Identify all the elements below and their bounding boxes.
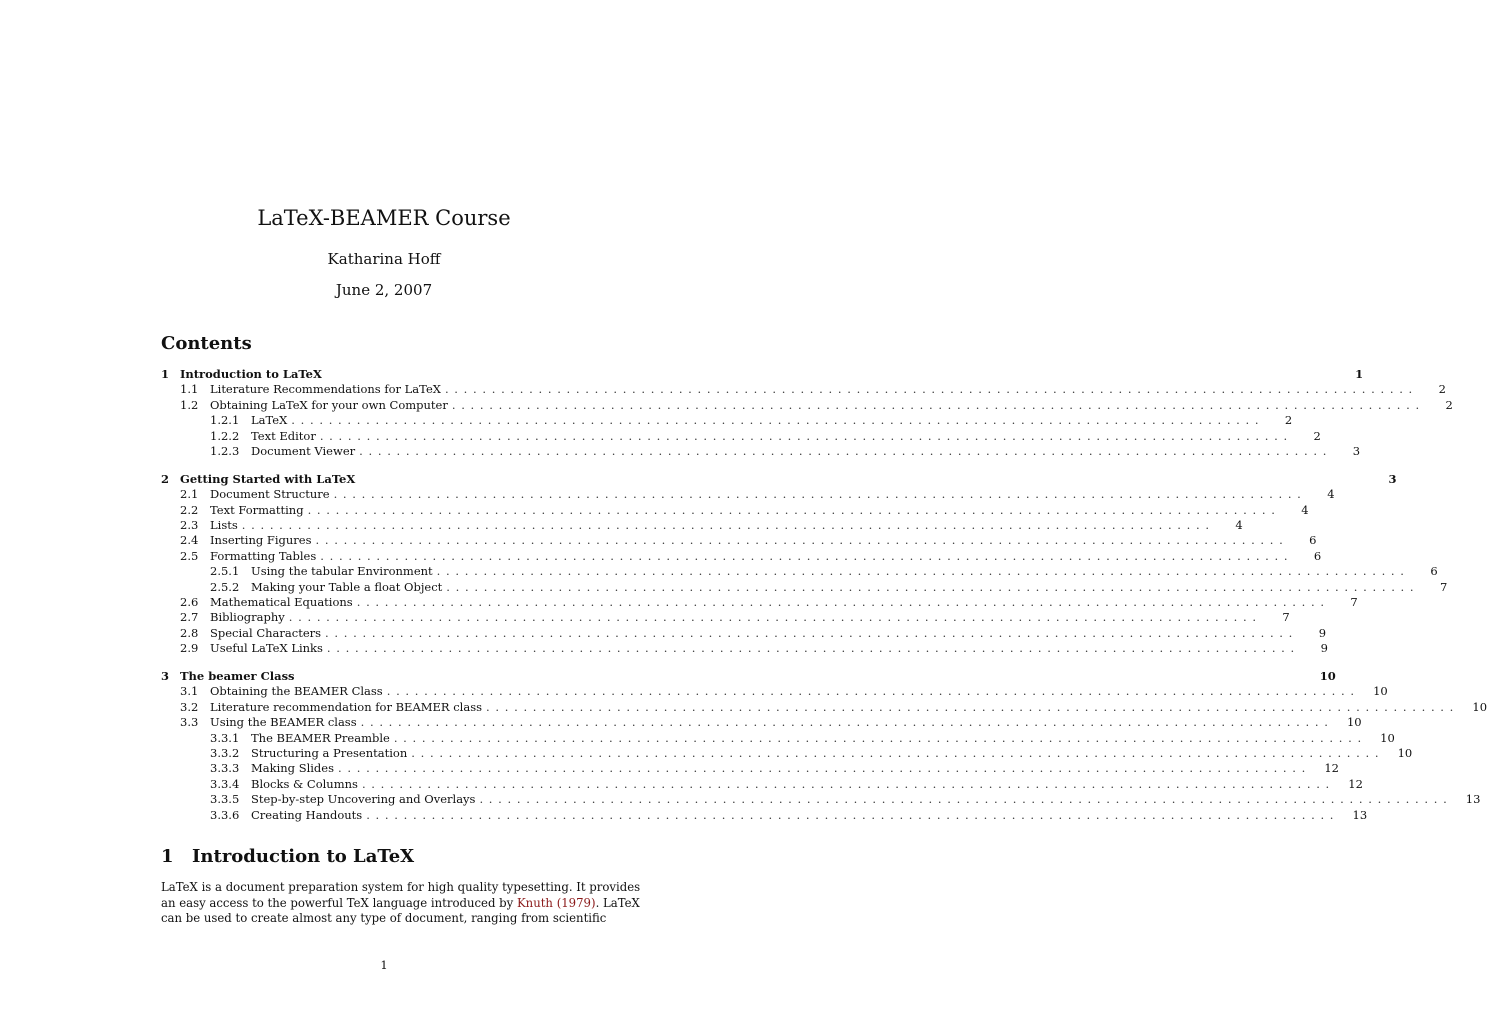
toc-entry-title[interactable]: Structuring a Presentation xyxy=(251,745,408,760)
document-author: Katharina Hoff xyxy=(327,250,441,268)
toc-entry-page[interactable]: 4 xyxy=(1301,502,1309,517)
toc-entry-page[interactable]: 2 xyxy=(1313,428,1321,443)
toc-dot-leader xyxy=(238,518,1215,532)
toc-entry-number: 2.8 xyxy=(180,625,199,640)
toc-entry-page[interactable]: 7 xyxy=(1282,610,1290,625)
toc-dot-leader xyxy=(330,487,1307,501)
toc-entry-title[interactable]: Obtaining LaTeX for your own Computer xyxy=(210,397,448,412)
toc-entry-number: 3.1 xyxy=(180,684,199,699)
toc-subsection-entry[interactable] xyxy=(161,413,1293,428)
toc-entry-page[interactable]: 10 xyxy=(1346,715,1362,730)
toc-entry-page[interactable]: 3 xyxy=(1352,443,1361,458)
toc-entry-title[interactable]: Text Editor xyxy=(251,428,316,443)
toc-section-entry[interactable] xyxy=(161,382,1446,397)
toc-subsection-entry[interactable] xyxy=(161,730,1395,746)
toc-section-entry[interactable] xyxy=(161,487,1335,502)
toc-dot-leader xyxy=(323,641,1300,655)
toc-entry-page[interactable]: 10 xyxy=(1373,684,1388,699)
toc-entry-number: 1.2.1 xyxy=(210,413,240,428)
paragraph-text: an easy access to the powerful TeX language introduced by xyxy=(161,895,514,910)
toc-entry-number: 3.3 xyxy=(180,715,199,730)
toc-entry-title[interactable]: Bibliography xyxy=(210,610,285,625)
toc-section-entry[interactable] xyxy=(161,699,1487,715)
toc-subsection-entry[interactable] xyxy=(161,564,1438,579)
toc-entry-number: 1.2 xyxy=(180,397,199,412)
toc-entry-title[interactable]: Lists xyxy=(210,518,238,533)
paragraph-text: . LaTeX xyxy=(595,895,640,910)
toc-entry-number: 1.1 xyxy=(180,382,199,397)
toc-entry-page[interactable]: 2 xyxy=(1284,413,1293,428)
toc-entry-page[interactable]: 7 xyxy=(1439,579,1448,594)
toc-dot-leader xyxy=(316,429,1293,443)
toc-section-entry[interactable] xyxy=(161,715,1362,730)
toc-section-entry[interactable] xyxy=(161,502,1309,518)
paragraph-line: LaTeX is a document preparation system for high quality typesetting. It provides xyxy=(161,880,641,894)
toc-chapter-entry[interactable] xyxy=(161,471,1397,487)
toc-dot-leader xyxy=(433,564,1410,578)
toc-entry-number: 2.3 xyxy=(180,518,199,533)
toc-subsection-entry[interactable] xyxy=(161,428,1321,444)
toc-entry-title[interactable]: Literature recommendation for BEAMER class xyxy=(210,699,483,714)
page-number: 1 xyxy=(380,958,388,972)
toc-entry-number: 2.5.1 xyxy=(210,564,240,579)
toc-entry-page[interactable]: 1 xyxy=(1355,367,1364,381)
toc-section-entry[interactable] xyxy=(161,533,1317,548)
toc-dot-leader xyxy=(357,715,1334,729)
toc-subsection-entry[interactable] xyxy=(161,792,1481,807)
toc-entry-number: 2.4 xyxy=(180,533,199,548)
toc-dot-leader xyxy=(441,382,1418,396)
toc-entry-title[interactable]: Formatting Tables xyxy=(210,548,317,563)
toc-section-entry[interactable] xyxy=(161,641,1328,656)
toc-entry-title[interactable]: The beamer Class xyxy=(180,669,295,684)
toc-entry-title[interactable]: Obtaining the BEAMER Class xyxy=(210,684,383,699)
toc-subsection-entry[interactable] xyxy=(161,807,1368,823)
toc-entry-title[interactable]: Document Viewer xyxy=(251,443,356,458)
toc-entry-number: 3.3.6 xyxy=(210,807,240,822)
toc-chapter-entry[interactable] xyxy=(161,669,1336,684)
paragraph-line xyxy=(161,895,640,912)
toc-entry-number: 2.2 xyxy=(180,502,199,517)
toc-dot-leader xyxy=(407,746,1384,760)
toc-dot-leader xyxy=(285,610,1262,624)
toc-entry-title[interactable]: Creating Handouts xyxy=(251,807,363,822)
toc-section-entry[interactable] xyxy=(161,625,1327,641)
table-of-contents xyxy=(161,367,1487,823)
toc-entry-title[interactable]: Inserting Figures xyxy=(210,533,312,548)
toc-subsection-entry[interactable] xyxy=(161,579,1448,595)
toc-entry-number: 2.6 xyxy=(180,594,199,609)
toc-entry-number: 3.3.3 xyxy=(210,761,240,776)
contents-heading: Contents xyxy=(161,333,252,354)
section-number: 1 xyxy=(161,846,174,867)
toc-entry-page[interactable]: 2 xyxy=(1438,382,1446,397)
toc-entry-page[interactable]: 2 xyxy=(1445,397,1453,412)
toc-entry-page[interactable]: 13 xyxy=(1352,807,1368,822)
toc-entry-title[interactable]: LaTeX xyxy=(251,413,288,428)
toc-entry-title[interactable]: Useful LaTeX Links xyxy=(210,641,323,656)
toc-entry-page[interactable]: 6 xyxy=(1430,564,1438,579)
toc-section-entry[interactable] xyxy=(161,684,1388,699)
toc-entry-page[interactable]: 10 xyxy=(1472,699,1487,714)
toc-entry-title[interactable]: Getting Started with LaTeX xyxy=(180,471,356,486)
toc-section-entry[interactable] xyxy=(161,610,1290,625)
toc-entry-number: 3.3.1 xyxy=(210,730,240,745)
toc-entry-number: 3.2 xyxy=(180,699,199,714)
citation-author[interactable]: Knuth xyxy=(516,895,553,910)
toc-dot-leader xyxy=(383,684,1360,698)
toc-entry-page[interactable]: 10 xyxy=(1397,745,1413,760)
toc-dot-leader xyxy=(304,503,1281,517)
toc-entry-number: 1.2.3 xyxy=(210,443,240,458)
document-date: June 2, 2007 xyxy=(335,281,433,299)
toc-entry-title[interactable]: Document Structure xyxy=(210,487,330,502)
toc-entry-page[interactable]: 4 xyxy=(1235,518,1243,533)
toc-section-entry[interactable] xyxy=(161,594,1358,610)
toc-entry-number: 2.1 xyxy=(180,487,199,502)
toc-entry-title[interactable]: Blocks & Columns xyxy=(251,776,358,791)
toc-subsection-entry[interactable] xyxy=(161,776,1363,792)
toc-entry-title[interactable]: Mathematical Equations xyxy=(210,594,353,609)
body-paragraph xyxy=(161,880,641,927)
toc-dot-leader xyxy=(287,413,1264,427)
toc-entry-page[interactable]: 9 xyxy=(1318,625,1327,640)
toc-entry-number: 2.7 xyxy=(180,610,199,625)
toc-dot-leader xyxy=(362,808,1339,822)
toc-entry-page[interactable]: 6 xyxy=(1309,533,1317,548)
toc-dot-leader xyxy=(442,580,1419,594)
toc-subsection-entry[interactable] xyxy=(161,443,1361,459)
toc-entry-page[interactable]: 9 xyxy=(1320,641,1328,656)
toc-entry-page[interactable]: 10 xyxy=(1380,730,1395,745)
toc-section-entry[interactable] xyxy=(161,518,1243,533)
toc-entry-page[interactable]: 13 xyxy=(1465,792,1481,807)
toc-entry-number: 1.2.2 xyxy=(210,428,240,443)
toc-chapter-entry[interactable] xyxy=(161,367,1364,382)
toc-entry-title[interactable]: Making Slides xyxy=(251,761,335,776)
toc-section-entry[interactable] xyxy=(161,548,1322,564)
toc-entry-number: 3 xyxy=(161,669,170,684)
toc-dot-leader xyxy=(482,700,1459,714)
toc-entry-number: 3.3.2 xyxy=(210,745,240,760)
toc-dot-leader xyxy=(312,533,1289,547)
toc-entry-title[interactable]: Using the BEAMER class xyxy=(210,715,357,730)
toc-entry-title[interactable]: Making your Table a float Object xyxy=(251,579,443,594)
toc-entry-title[interactable]: Step-by-step Uncovering and Overlays xyxy=(251,792,476,807)
toc-entry-page[interactable]: 10 xyxy=(1319,669,1336,684)
toc-dot-leader xyxy=(475,792,1452,806)
toc-entry-title[interactable]: Special Characters xyxy=(210,625,322,640)
toc-entry-number: 3.3.4 xyxy=(210,776,240,791)
toc-subsection-entry[interactable] xyxy=(161,761,1339,776)
toc-entry-number: 1 xyxy=(161,367,170,381)
citation-link[interactable] xyxy=(517,896,596,910)
toc-entry-number: 2.5 xyxy=(180,548,199,563)
toc-entry-page[interactable]: 12 xyxy=(1348,776,1363,791)
document-title: LaTeX-BEAMER Course xyxy=(257,206,511,230)
toc-entry-number: 3.3.5 xyxy=(210,792,240,807)
toc-dot-leader xyxy=(390,731,1367,745)
toc-dot-leader xyxy=(321,626,1298,640)
toc-entry-number: 2.5.2 xyxy=(210,579,240,594)
toc-dot-leader xyxy=(355,444,1332,458)
toc-entry-page[interactable]: 4 xyxy=(1327,487,1335,502)
toc-entry-number: 2 xyxy=(161,471,170,486)
toc-dot-leader xyxy=(353,595,1330,609)
toc-entry-page[interactable]: 12 xyxy=(1324,761,1339,776)
toc-entry-title[interactable]: The BEAMER Preamble xyxy=(251,730,390,745)
section-heading xyxy=(161,846,414,867)
toc-dot-leader xyxy=(334,761,1311,775)
toc-dot-leader xyxy=(316,549,1293,563)
paragraph-line: can be used to create almost any type of document, ranging from scientific xyxy=(161,911,607,926)
toc-entry-title[interactable]: Literature Recommendations for LaTeX xyxy=(210,382,441,397)
toc-entry-page[interactable]: 6 xyxy=(1313,548,1322,563)
toc-section-entry[interactable] xyxy=(161,397,1453,413)
toc-entry-number: 2.9 xyxy=(180,641,199,656)
toc-dot-leader xyxy=(358,777,1335,791)
toc-entry-page[interactable]: 7 xyxy=(1350,594,1358,609)
toc-subsection-entry[interactable] xyxy=(161,745,1413,761)
toc-dot-leader xyxy=(448,398,1425,412)
citation-year[interactable]: (1979) xyxy=(556,895,596,910)
toc-entry-title[interactable]: Text Formatting xyxy=(210,502,304,517)
toc-entry-page[interactable]: 3 xyxy=(1388,471,1397,486)
toc-entry-title[interactable]: Introduction to LaTeX xyxy=(180,367,322,381)
section-title: Introduction to LaTeX xyxy=(192,846,415,867)
toc-entry-title[interactable]: Using the tabular Environment xyxy=(251,564,433,579)
